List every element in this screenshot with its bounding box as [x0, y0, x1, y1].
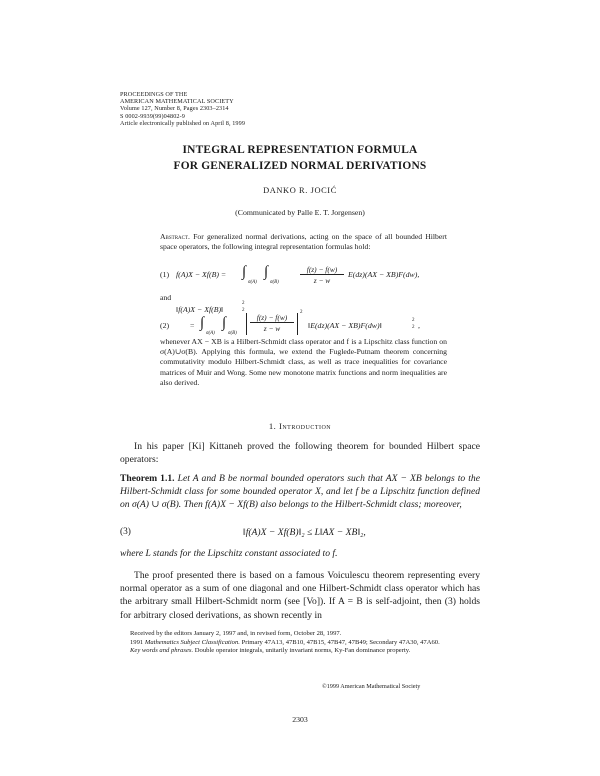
subscript-sigma-b: σ(B): [270, 280, 279, 285]
equation-3: [120, 527, 480, 541]
equation-1-number: (1): [160, 270, 170, 279]
journal-header: [120, 91, 245, 127]
integral-sign-b: ∫: [264, 264, 269, 280]
page-number: 2303: [292, 715, 308, 724]
footnote-msc-label: Mathematics Subject Classification.: [144, 638, 240, 646]
journal-line-3: Volume 127, Number 8, Pages 2303–2314: [120, 105, 229, 113]
theorem-label: Theorem 1.1.: [120, 473, 175, 484]
title-line-1: INTEGRAL REPRESENTATION FORMULA: [182, 144, 418, 156]
subscript-2-sigma-a: σ(A): [206, 331, 215, 336]
equation-2-rest-sub: 2: [412, 325, 415, 330]
footnote-keywords-text: Double operator integrals, unitarily invariant norms, Ky-Fan dominance property.: [194, 647, 411, 655]
abs-bar-left: [246, 313, 248, 335]
title-line-2: FOR GENERALIZED NORMAL DERIVATIONS: [173, 160, 427, 172]
abs-sup: 2: [300, 310, 303, 315]
equation-2-rest-sup: 2: [412, 318, 415, 323]
equation-1-fraction-numerator: f(z) − f(w): [300, 265, 344, 275]
equation-3-number: (3): [120, 527, 131, 537]
section-number: 1.: [268, 421, 277, 431]
integral-sign-a: ∫: [242, 264, 247, 280]
copyright: ©1999 American Mathematical Society: [322, 683, 421, 690]
journal-line-2: AMERICAN MATHEMATICAL SOCIETY: [120, 98, 234, 106]
equation-2-lhs: ‖f(A)X − Xf(B)‖: [176, 305, 224, 314]
footnote-msc: [120, 639, 480, 648]
communicated-by: (Communicated by Palle E. T. Jorgensen): [235, 208, 365, 217]
journal-line-1: PROCEEDINGS OF THE: [120, 91, 188, 98]
equation-1-fraction-denominator: z − w: [313, 276, 331, 285]
footnote-msc-year: 1991: [130, 638, 144, 646]
theorem-1-1: [120, 472, 480, 512]
equation-2-rest: ‖E(dz)(AX − XB)F(dw)‖: [308, 321, 382, 330]
equation-2-fraction-denominator: z − w: [263, 324, 281, 333]
section-title: Introduction: [278, 421, 332, 431]
paragraph-1: In his paper [Ki] Kittaneh proved the following theorem for bounded Hilbert space operators:: [120, 441, 480, 466]
paper-title: [0, 142, 600, 174]
equation-2-equals: =: [190, 321, 195, 330]
equation-1-lhs: f(A)X − Xf(B) =: [176, 270, 227, 279]
theorem-text: Let A and B be normal bounded operators such that AX − XB belongs to the Hilbert-Schmidt class for some bounded operator X, and let f be a Lipschitz function defined on σ(A) ∪ σ(B). Then f(A)X − Xf(B) also belongs to the Hilbert-Schmidt class; moreover,: [120, 473, 480, 511]
integral-sign-2b: ∫: [222, 315, 227, 331]
abstract: [160, 232, 447, 252]
subscript-sigma-a: σ(A): [248, 280, 257, 285]
equation-2-number: (2): [160, 321, 170, 330]
equation-1-rest: E(dz)(AX − XB)F(dw),: [348, 270, 420, 279]
footnote-keywords-label: Key words and phrases.: [130, 647, 194, 655]
theorem-end: where L stands for the Lipschitz constant associated to f.: [120, 548, 338, 559]
subscript-2-sigma-b: σ(B): [228, 331, 237, 336]
abs-bar-right: [297, 313, 299, 335]
footnotes: [120, 630, 480, 656]
abstract-heading: Abstract.: [160, 232, 190, 241]
section-heading: [0, 421, 600, 431]
equation-3-body: ‖f(A)X − Xf(B)‖₂ ≤ L‖AX − XB‖₂,: [243, 527, 366, 538]
abstract-outro: whenever AX − XB is a Hilbert-Schmidt class operator and f is a Lipschitz class function on σ(A)∪σ(B). Applying this formula, we extend the Fuglede-Putnam theorem concerning commutativity modulo Hilbert-Schmidt class, as well as trace inequalities for covariance matrices of Muir and Wong. Some new monotone matrix functions and norm inequalities are also derived.: [160, 337, 447, 387]
abstract-intro: For generalized normal derivations, acting on the space of all bounded Hilbert space operators, the following integral representation formulas hold:: [160, 232, 448, 252]
footnote-keywords: [120, 647, 480, 656]
journal-line-4: S 0002-9939(99)04802-9: [120, 112, 185, 120]
equation-2-lhs-sub: 2: [242, 308, 245, 313]
footnote-msc-text: Primary 47A13, 47B10, 47B15, 47B47, 47B49; Secondary 47A30, 47A60.: [241, 638, 440, 646]
author: DANKO R. JOCIĆ: [263, 186, 337, 195]
abstract-and: and: [160, 293, 172, 302]
footnote-received: Received by the editors January 2, 1997 and, in revised form, October 28, 1997.: [130, 630, 342, 637]
equation-2-fraction-numerator: f(z) − f(w): [250, 313, 294, 323]
integral-sign-2a: ∫: [200, 315, 205, 331]
equation-2-lhs-sup: 2: [242, 301, 245, 306]
equation-1: [160, 266, 460, 292]
journal-line-5: Article electronically published on April 8, 1999: [120, 119, 246, 127]
paragraph-2: The proof presented there is based on a famous Voiculescu theorem representing every normal operator as a sum of one diagonal and one Hilbert-Schmidt class operator which has the arbitrary small Hilbert-Schmidt norm (see [Vo]). If A = B is self-adjoint, then (3) holds for arbitrary closed derivations, as shown recently in: [120, 570, 480, 621]
equation-2-end: ,: [418, 321, 420, 330]
